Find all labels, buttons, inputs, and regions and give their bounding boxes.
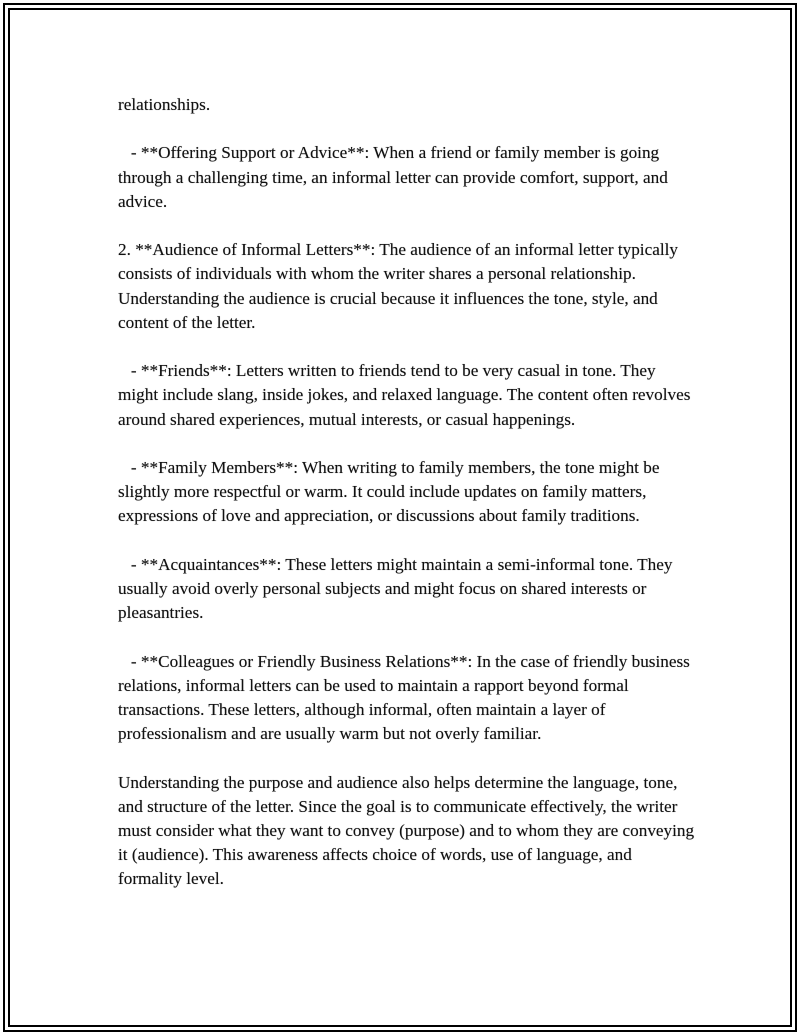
paragraph-relationships-continuation: relationships. xyxy=(118,95,211,114)
paragraph-acquaintances: - **Acquaintances**: These letters might maintain a semi-informal tone. They usually avoid overly personal subjects and might focus on shared interests or pleasantries. xyxy=(118,554,677,623)
paragraph-colleagues: - **Colleagues or Friendly Business Relations**: In the case of friendly business relations, informal letters can be used to maintain a rapport beyond formal transactions. These letters, although informal, often maintain a layer of professionalism and are usually warm but not overly familiar. xyxy=(118,651,695,744)
paragraph-offering-support: - **Offering Support or Advice**: When a friend or family member is going through a challenging time, an informal letter can provide comfort, support, and advice. xyxy=(118,143,673,211)
paragraph-audience-of-informal-letters: 2. **Audience of Informal Letters**: The audience of an informal letter typically consists of individuals with whom the writer shares a personal relationship. Understanding the audience is crucial because it influences the tone, style, and content of the letter. xyxy=(118,240,683,332)
paragraph-understanding-purpose: Understanding the purpose and audience also helps determine the language, tone, and structure of the letter. Since the goal is to communicate effectively, the writer must consider what they want to convey (purpose) and to whom they are conveying it (audience). This awareness affects choice of words, use of language, and formality level. xyxy=(118,772,699,889)
paragraph-family-members: - **Family Members**: When writing to family members, the tone might be slightly more respectful or warm. It could include updates on family matters, expressions of love and appreciation, or discussions about family traditions. xyxy=(118,457,664,526)
document-body xyxy=(118,93,698,892)
paragraph-friends: - **Friends**: Letters written to friends tend to be very casual in tone. They might include slang, inside jokes, and relaxed language. The content often revolves around shared experiences, mutual interests, or casual happenings. xyxy=(118,361,695,429)
